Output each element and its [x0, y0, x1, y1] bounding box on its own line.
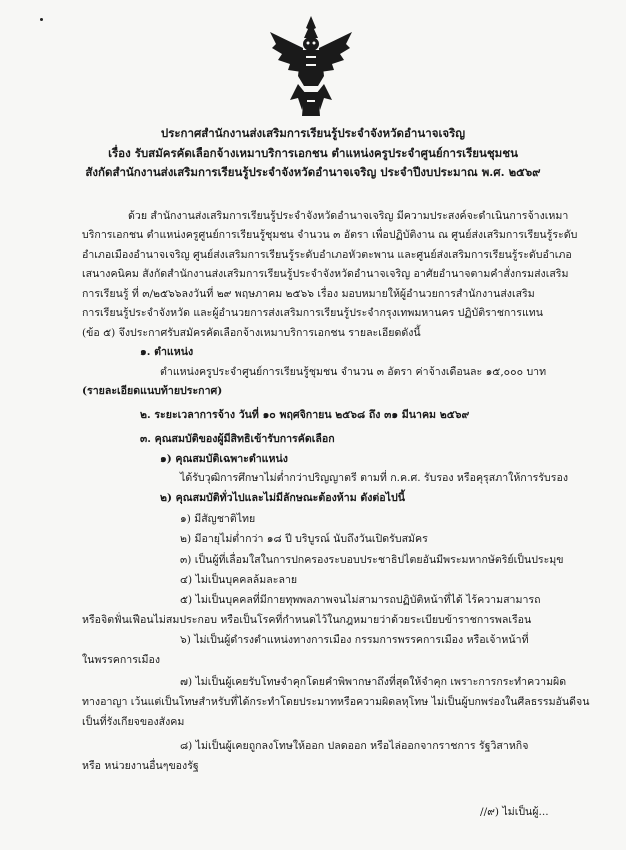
qualification-item-cont: ทางอาญา เว้นแต่เป็นโทษสำหรับที่ได้กระทำโดยประมาทหรือความผิดลหุโทษ ไม่เป็นผู้บกพร่องในศีลธรรมอันดีจน: [82, 696, 590, 708]
qualification-item-cont: หรือ หน่วยงานอื่นๆของรัฐ: [82, 760, 199, 772]
qualification-item: ๒) มีอายุไม่ต่ำกว่า ๑๘ ปี บริบูรณ์ นับถึงวันเปิดรับสมัคร: [180, 533, 428, 545]
details-note: (รายละเอียดแนบท้ายประกาศ): [82, 385, 223, 397]
speck: [40, 18, 43, 21]
qualification-item: ๓) เป็นผู้ที่เลื่อมใสในการปกครองระบอบประชาธิปไตยอันมีพระมหากษัตริย์เป็นประมุข: [180, 554, 564, 566]
section-heading: ๓. คุณสมบัติของผู้มีสิทธิเข้ารับการคัดเลือก: [140, 433, 335, 445]
qualification-item-cont: เป็นที่รังเกียจของสังคม: [82, 716, 185, 728]
announcement-affiliation: สังกัดสำนักงานส่งเสริมการเรียนรู้ประจำจังหวัดอำนาจเจริญ ประจำปีงบประมาณ พ.ศ. ๒๕๖๙: [85, 165, 541, 179]
qualification-item: ๘) ไม่เป็นผู้เคยถูกลงโทษให้ออก ปลดออก หรือไล่ออกจากราชการ รัฐวิสาหกิจ: [180, 740, 529, 752]
qualification-item: ๖) ไม่เป็นผู้ดำรงตำแหน่งทางการเมือง กรรมการพรรคการเมือง หรือเจ้าหน้าที่: [180, 634, 529, 646]
qualification-item: ๕) ไม่เป็นบุคคลที่มีกายทุพพลภาพจนไม่สามารถปฏิบัติหน้าที่ได้ ไร้ความสามารถ: [180, 594, 541, 606]
qualification-item: ๑) มีสัญชาติไทย: [180, 513, 256, 525]
qualification-item: ได้รับวุฒิการศึกษาไม่ต่ำกว่าปริญญาตรี ตามที่ ก.ค.ศ. รับรอง หรือคุรุสภาให้การรับรอง: [180, 472, 568, 484]
qualification-item: ๔) ไม่เป็นบุคคลล้มละลาย: [180, 574, 298, 586]
section-heading: ๒. ระยะเวลาการจ้าง วันที่ ๑๐ พฤศจิกายน ๒๕๖๘ ถึง ๓๑ มีนาคม ๒๕๖๙: [140, 409, 470, 421]
position-detail: ตำแหน่งครูประจำศูนย์การเรียนรู้ชุมชน จำนวน ๓ อัตรา ค่าจ้างเดือนละ ๑๕,๐๐๐ บาท: [160, 366, 547, 378]
body-line: อำเภอเมืองอำนาจเจริญ ศูนย์ส่งเสริมการเรียนรู้ระดับอำเภอหัวตะพาน และศูนย์ส่งเสริมการเรียนรู้ระดับอำเภอ: [82, 249, 572, 261]
section-heading: ๑. ตำแหน่ง: [140, 346, 194, 358]
body-line: ด้วย สำนักงานส่งเสริมการเรียนรู้ประจำจังหวัดอำนาจเจริญ มีความประสงค์จะดำเนินการจ้างเหมา: [128, 210, 569, 222]
body-line: การเรียนรู้ ที่ ๓/๒๕๖๖ลงวันที่ ๒๙ พฤษภาคม ๒๕๖๖ เรื่อง มอบหมายให้ผู้อำนวยการสำนักงานส่งเสริม: [82, 288, 535, 300]
qualification-item-cont: ในพรรคการเมือง: [82, 654, 161, 666]
body-line: (ข้อ ๕) จึงประกาศรับสมัครคัดเลือกจ้างเหมาบริการเอกชน รายละเอียดดังนี้: [82, 327, 421, 339]
body-line: การเรียนรู้ประจำจังหวัด และผู้อำนวยการส่งเสริมการเรียนรู้ประจำกรุงเทพมหานคร ปฏิบัติราชการแทน: [82, 307, 544, 319]
announcement-title: ประกาศสำนักงานส่งเสริมการเรียนรู้ประจำจังหวัดอำนาจเจริญ: [160, 126, 466, 140]
subsection-heading: ๒) คุณสมบัติทั่วไปและไม่มีลักษณะต้องห้าม ดังต่อไปนี้: [160, 492, 405, 504]
subsection-heading: ๑) คุณสมบัติเฉพาะตำแหน่ง: [160, 453, 288, 465]
garuda-emblem-icon: [268, 14, 354, 120]
continuation-note: //๙) ไม่เป็นผู้...: [480, 806, 549, 818]
qualification-item-cont: หรือจิตฟั่นเฟือนไม่สมประกอบ หรือเป็นโรคที่กำหนดไว้ในกฎหมายว่าด้วยระเบียบข้าราชการพลเรือน: [82, 614, 532, 626]
qualification-item: ๗) ไม่เป็นผู้เคยรับโทษจำคุกโดยคำพิพากษาถึงที่สุดให้จำคุก เพราะการกระทำความผิด: [180, 676, 567, 688]
announcement-subject: เรื่อง รับสมัครคัดเลือกจ้างเหมาบริการเอกชน ตำแหน่งครูประจำศูนย์การเรียนชุมชน: [108, 146, 518, 160]
body-line: บริการเอกชน ตำแหน่งครูศูนย์การเรียนรู้ชุมชน จำนวน ๓ อัตรา เพื่อปฏิบัติงาน ณ ศูนย์ส่งเสริมการเรียนรู้ระดับ: [82, 229, 578, 241]
body-line: เสนางคนิคม สังกัดสำนักงานส่งเสริมการเรียนรู้ประจำจังหวัดอำนาจเจริญ อาศัยอำนาจตามคำสั่งกรมส่งเสริม: [82, 268, 569, 280]
